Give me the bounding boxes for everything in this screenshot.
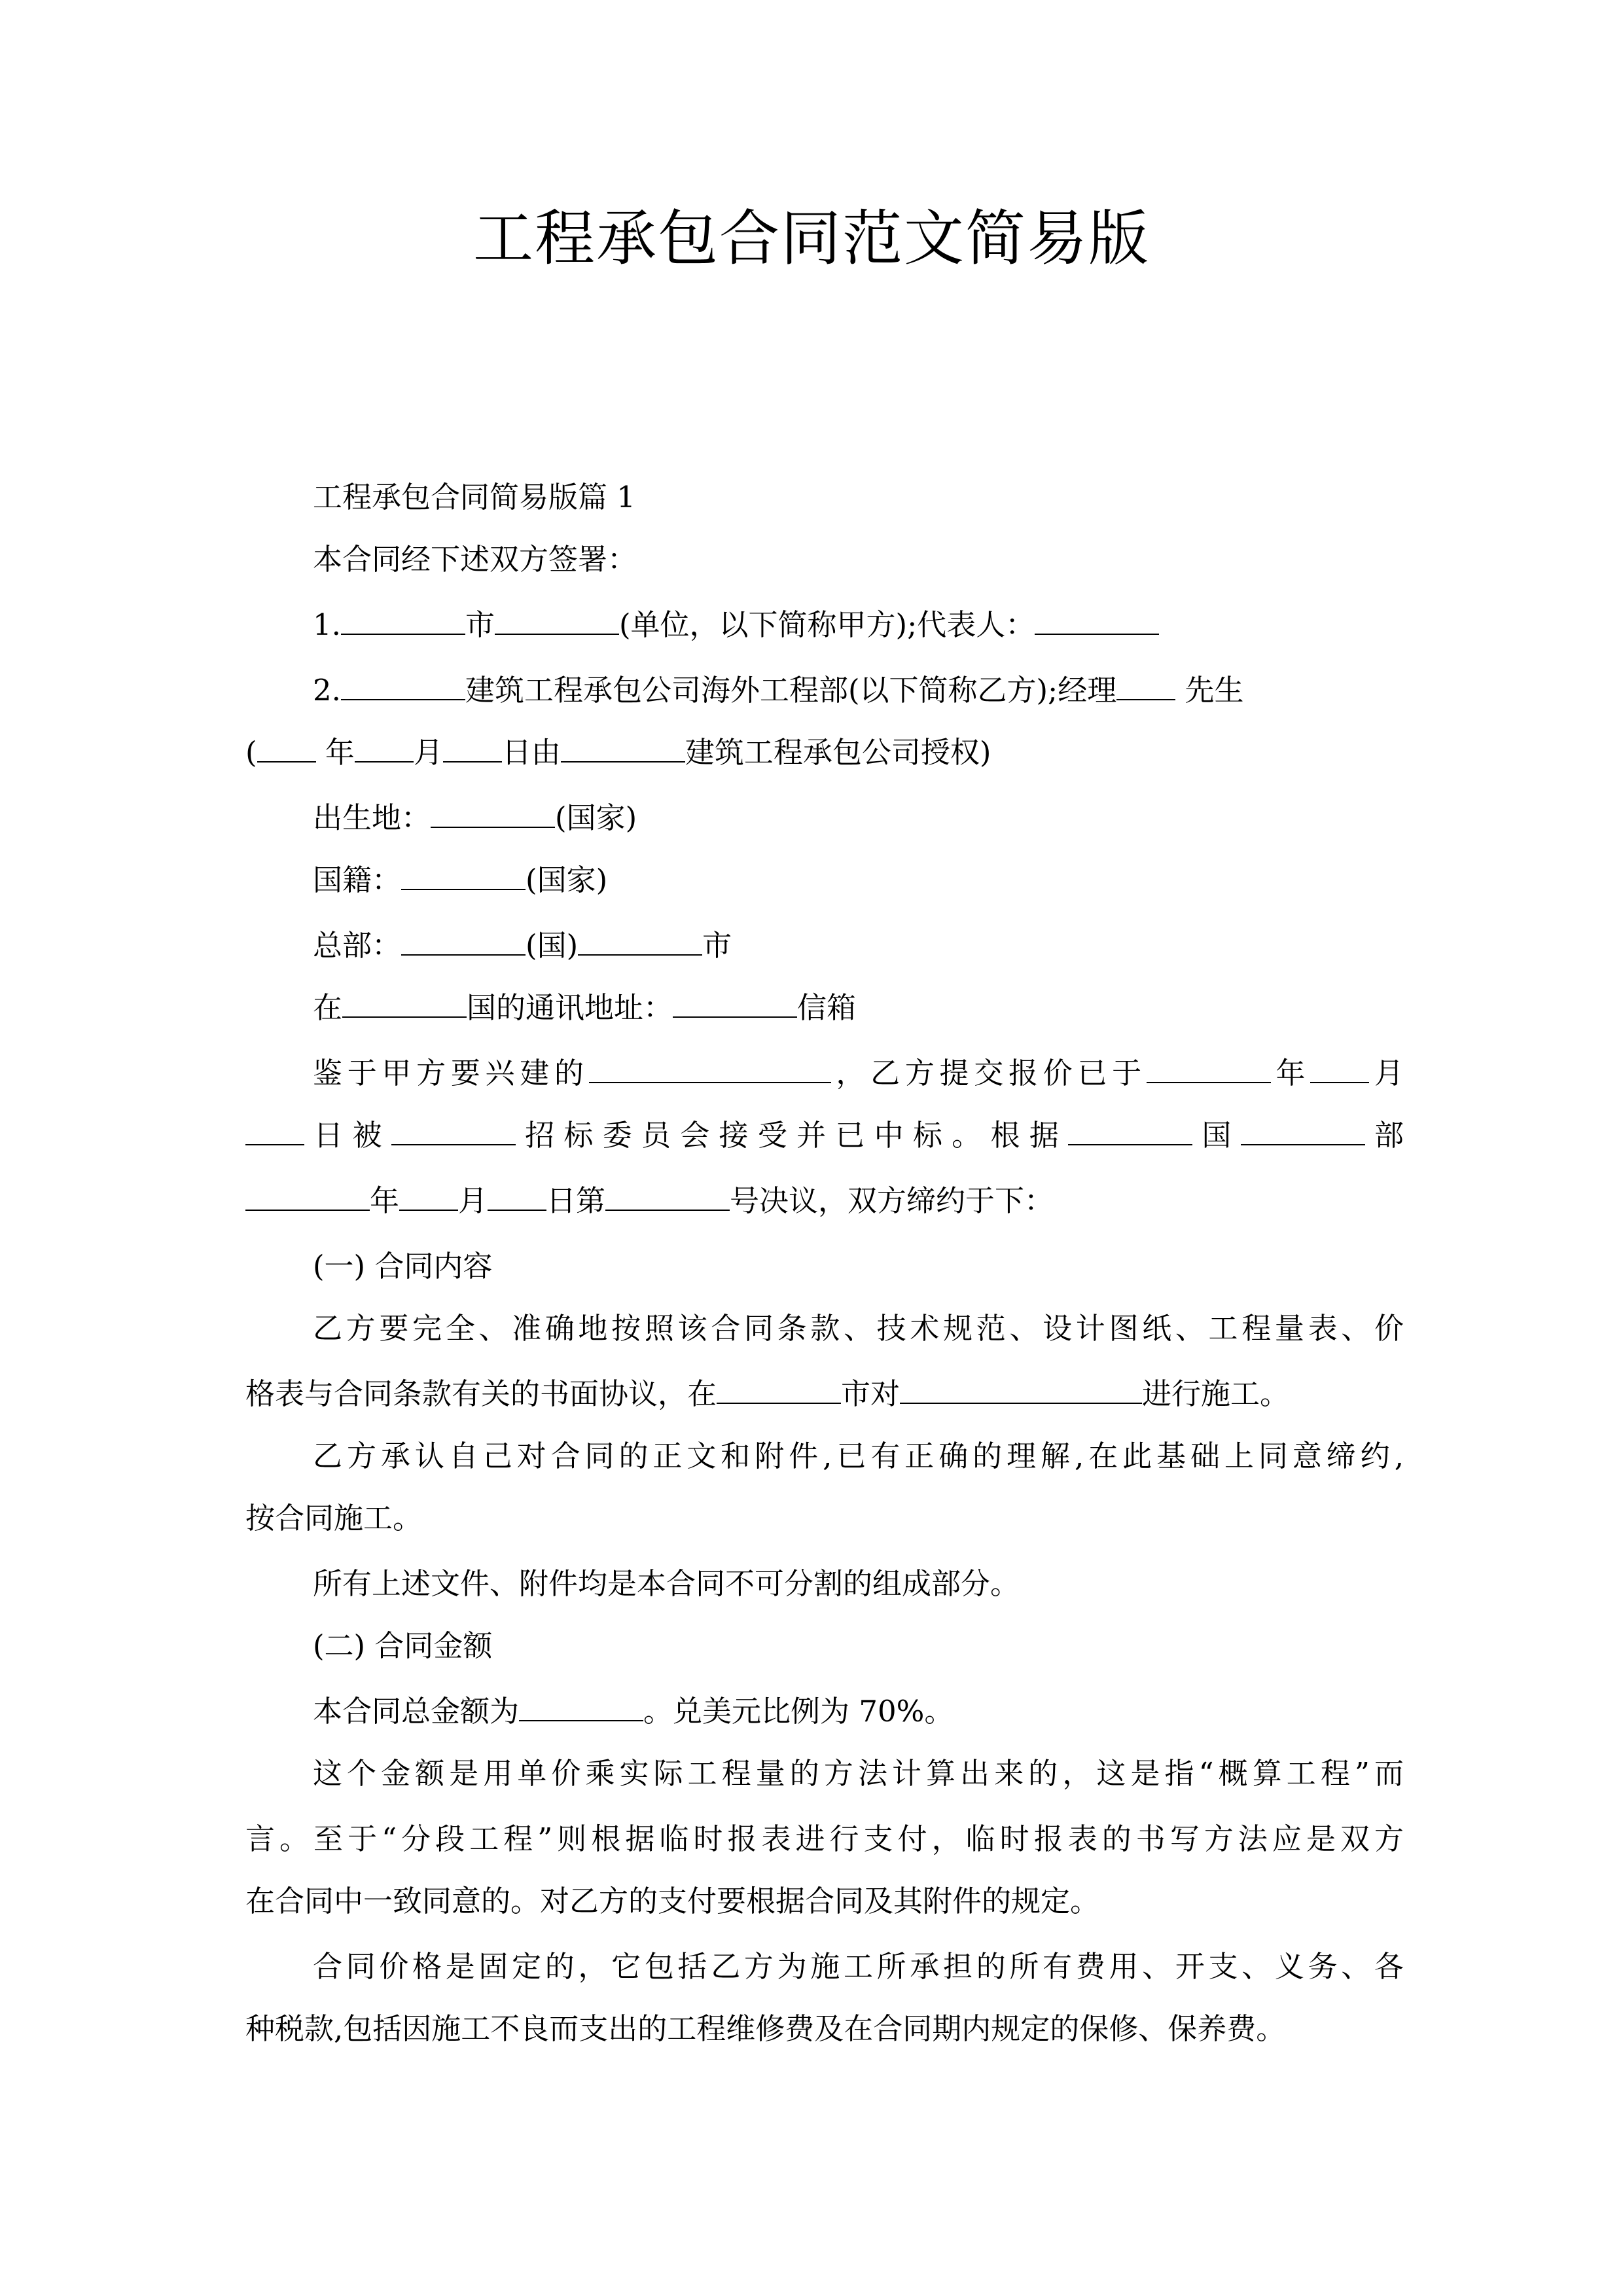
blank-field[interactable] <box>1116 672 1175 700</box>
blank-field[interactable] <box>605 1182 730 1211</box>
contract-amount-line: 本合同总金额为 。兑美元比例为 70%。 <box>313 1694 954 1729</box>
party2-line: 2. 建筑工程承包公司海外工程部(以下简称乙方);经理 先生 <box>313 673 1244 708</box>
blank-field[interactable] <box>401 861 526 890</box>
blank-field[interactable] <box>900 1375 1142 1404</box>
nationality-line: 国籍： (国家) <box>313 863 608 897</box>
sec2-para1-line2: 言。至于“分段工程”则根据临时报表进行支付，临时报表的书写方法应是双方 <box>245 1821 1404 1856</box>
blank-field[interactable] <box>399 1182 458 1211</box>
blank-field[interactable] <box>673 989 797 1018</box>
blank-field[interactable] <box>1241 1117 1365 1145</box>
blank-field[interactable] <box>341 672 465 700</box>
recital-line-1: 鉴于甲方要兴建的 ，乙方提交报价已于 年 月 <box>313 1056 1404 1090</box>
blank-field[interactable] <box>245 1182 370 1211</box>
blank-field[interactable] <box>1035 606 1159 635</box>
blank-field[interactable] <box>1068 1117 1192 1145</box>
blank-field[interactable] <box>431 799 555 828</box>
sec1-para2-line2: 按合同施工。 <box>245 1501 423 1535</box>
birthplace-line: 出生地： (国家) <box>313 800 637 835</box>
section-2-heading: (二) 合同金额 <box>313 1628 493 1663</box>
blank-field[interactable] <box>341 606 465 635</box>
blank-field[interactable] <box>578 927 702 956</box>
blank-field[interactable] <box>257 734 316 762</box>
blank-field[interactable] <box>401 927 526 956</box>
blank-field[interactable] <box>519 1693 643 1721</box>
recital-line-3: 年 月 日第 号决议，双方缔约于下： <box>245 1181 1404 1221</box>
sec1-para1-line2: 格表与合同条款有关的书面协议，在 市对 进行施工。 <box>245 1376 1290 1411</box>
recital-line-2: 日被 招标委员会接受并已中标。根据 国 部 <box>245 1116 1404 1155</box>
address-line: 在 国的通讯地址： 信箱 <box>313 990 857 1025</box>
sec2-para2-line1: 合同价格是固定的，它包括乙方为施工所承担的所有费用、开支、义务、各 <box>313 1949 1404 1984</box>
sec1-para2-line1: 乙方承认自己对合同的正文和附件,已有正确的理解,在此基础上同意缔约, <box>313 1439 1404 1473</box>
sec2-para2-line2: 种税款,包括因施工不良而支出的工程维修费及在合同期内规定的保修、保养费。 <box>245 2011 1286 2046</box>
blank-field[interactable] <box>1147 1054 1271 1083</box>
blank-field[interactable] <box>391 1117 516 1145</box>
document-title: 工程承包合同范文简易版 <box>473 204 1150 274</box>
intro-text: 本合同经下述双方签署： <box>313 542 637 577</box>
blank-field[interactable] <box>443 734 502 762</box>
blank-field[interactable] <box>589 1054 831 1083</box>
blank-field[interactable] <box>342 989 467 1018</box>
blank-field[interactable] <box>1310 1054 1369 1083</box>
blank-field[interactable] <box>355 734 414 762</box>
blank-field[interactable] <box>717 1375 841 1404</box>
blank-field[interactable] <box>245 1117 304 1145</box>
party1-line: 1. 市 (单位，以下简称甲方);代表人： <box>313 605 1404 645</box>
blank-field[interactable] <box>495 606 619 635</box>
blank-field[interactable] <box>488 1182 546 1211</box>
headquarters-line: 总部： (国) 市 <box>313 928 732 963</box>
party2-continuation: ( 年 月 日由 建筑工程承包公司授权) <box>245 735 991 770</box>
section-heading: 工程承包合同简易版篇 1 <box>313 480 635 514</box>
sec2-para1-line1: 这个金额是用单价乘实际工程量的方法计算出来的，这是指“概算工程”而 <box>313 1756 1404 1791</box>
section-1-heading: (一) 合同内容 <box>313 1249 493 1283</box>
blank-field[interactable] <box>561 734 685 762</box>
sec2-para1-line3: 在合同中一致同意的。对乙方的支付要根据合同及其附件的规定。 <box>245 1884 1100 1918</box>
sec1-para3: 所有上述文件、附件均是本合同不可分割的组成部分。 <box>313 1566 1020 1601</box>
sec1-para1-line1: 乙方要完全、准确地按照该合同条款、技术规范、设计图纸、工程量表、价 <box>313 1311 1404 1346</box>
